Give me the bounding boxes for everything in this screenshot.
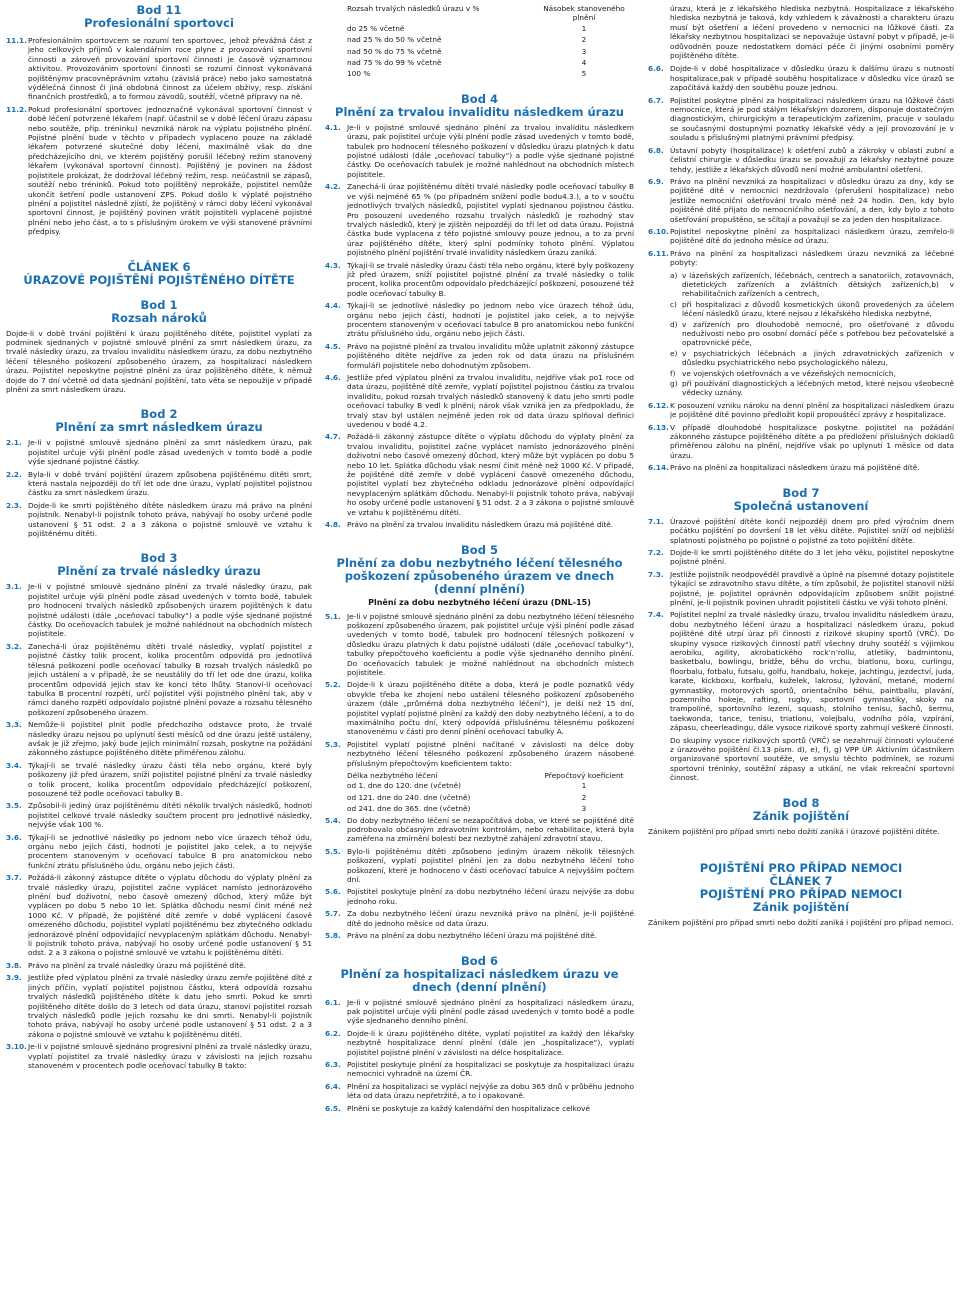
bod4-subtitle: Plnění za trvalou invaliditu následkem úrazu <box>335 104 624 119</box>
table-header-cell: Násobek stanoveného plnění <box>543 4 625 23</box>
clause-number: 3.3. <box>6 720 22 730</box>
progression-table <box>325 24 634 79</box>
clause-number: 5.7. <box>325 909 341 919</box>
clause-number: 4.1. <box>325 122 341 132</box>
progression-table-row <box>347 58 634 67</box>
clause-text: Právo na plnění za dobu nezbytného léčení úrazu má pojištěné dítě. <box>347 931 597 941</box>
clause-number: 6.2. <box>325 1028 341 1038</box>
clause-text: Dojde-li ke smrti pojištěného dítěte do 3 let jeho věku, pojistitel neposkytne pojistné plnění. <box>670 547 954 567</box>
clause-number: 5.8. <box>325 931 341 941</box>
clause-5-2 <box>325 680 634 736</box>
clause-text: Je-li v pojistné smlouvě sjednáno progresivní plnění za trvalé následky úrazu, vyplatí pojistitel za trvalé následky úrazu v závislosti na jejich rozsahu stanoveném v procentech podle oceňovací tabulky B takto: <box>28 1042 312 1070</box>
table-cell: 4 <box>581 58 587 68</box>
article-6-title: ÚRAZOVÉ POJIŠTĚNÍ POJIŠTĚNÉHO DÍTĚTE <box>23 272 295 287</box>
list-item <box>670 320 954 348</box>
clause-number: 5.6. <box>325 887 341 897</box>
clause-text: Pokud profesionální sportovec jednoznačně vykonával sportovní činnost v době léčení potvrzené lékařem (např. účastnil se v době léčení úrazu zápasu nebo soutěže, příp. tréninku) nevzniká nárok na výplatu pojistného plnění. Pojistné plnění bude v těchto v případech vyplaceno pouze na základě lékařem potvrzené skutečné doby léčení, maximálně však do dne předcházejícího dni, ve kterém pojištěný porušil léčebný režim stanovený lékařem (vykonával sportovní činnost). Pojištěný je povinen na žádost pojistitele prokázat, že dodržoval léčebný režim, resp. neúčastnil se zápasů, soutěží nebo tréninků. Pokud toto pojištěný neprokáže, pojistitel nemůže ukončit šetření podle ustanovení ZPS. Pokud došlo k výplatě pojistného plnění a pojistitel následně zjistí, že pojištěný v rámci doby léčení vykonával sportovní činnost, je pojištěný povinen vrátit pojistiteli vyplacené pojistné plnění nebo jeho část, a to s příslušným úrokem ve výši stanovené právními předpisy. <box>28 104 312 237</box>
bod2-title: Bod 2 <box>140 407 178 422</box>
clause-text: Úrazové pojištění dítěte končí nejpozději dnem pro před výročním dnem počátku pojištění po dovršení 18 let věku dítěte. Pojistitel sníží od nejbližší splatnosti pojistného po pojistné o pojistné za toto pojištění dítěte. <box>670 516 954 545</box>
bod3-title: Bod 3 <box>140 551 178 566</box>
clause-3-6 <box>6 833 312 871</box>
clause-text: Je-li v pojistné smlouvě sjednáno plnění za trvalou invaliditu následkem úrazu, pak pojistitel určuje výši plnění podle zásad uvedených v tomto bodě, tabulek pro hodnocení tělesného poškození v důsledku úrazu platných k datu pojistné události (dále „oceňovací tabulky“) a podle výše sjednané pojistné částky. Do oceňovacích tabulek je možné nahlédnout na obchodních místech pojistitele. <box>347 122 634 179</box>
clause-number: 4.4. <box>325 301 341 311</box>
coefficient-table-header <box>325 771 634 780</box>
clause-text: Právo na plnění za trvalou invaliditu následkem úrazu má pojištěné dítě. <box>347 520 614 530</box>
coefficient-table-row <box>347 804 634 813</box>
bod8-text: Zánikem pojištění pro případ smrti nebo dožití zaniká i úrazové pojištění dítěte. <box>648 826 940 836</box>
bod5-small-heading: Plnění za dobu nezbytného léčení úrazu (DNL-15) <box>368 597 591 607</box>
list-item-text: ve vojenských ošetřovnách a ve vězeňských nemocnicích, <box>682 368 896 378</box>
clause-text: Dojde-li v době hospitalizace v důsledku úrazu k dalšímu úrazu s nutností hospitalizace,pak v případě souběhu hospitalizace v důsledku více úrazů se započítává každý den souběhu pouze jednou. <box>670 64 954 93</box>
coefficient-table-row <box>347 781 634 790</box>
clause-number: 5.4. <box>325 815 341 825</box>
clause-text: Bylo-li pojištěnému dítěti způsobeno jediným úrazem několik tělesných poškození, vyplatí pojistitel plnění jen za dobu nezbytného léčení toho poškození, které je hodnoceno v části oceňovací tabulce A nejvyšším počtem dní. <box>347 846 634 885</box>
clause-4-5 <box>325 342 634 370</box>
clause-number: 3.9. <box>6 973 22 983</box>
bod11-subtitle: Profesionální sportovci <box>84 16 234 30</box>
clause-text: Způsobil-li jediný úraz pojištěnému dítěti několik trvalých následků, hodnotí pojistitel celkové trvalé následky součtem procent pro jednotlivé následky, nejvýše však 100 %. <box>28 801 312 830</box>
clause-number: 6.11. <box>648 248 669 258</box>
bod4-title: Bod 4 <box>461 91 498 106</box>
list-item <box>670 349 954 368</box>
clause-4-1 <box>325 123 634 179</box>
clause-text: Týkají-li se trvalé následky úrazu části těla nebo orgánu, které byly poškozeny již před úrazem, sníží pojistitel pojistné plnění za trvalé následky o tolik procent, kolika procentům odpovídalo předcházející poškození, posouzené též podle oceňovací tabulky B. <box>347 260 634 298</box>
clause-text: Požádá-li zákonný zástupce dítěte o výplatu důchodu do výplaty plnění za trvalé následky úrazu, pojistitel začne vyplácet namísto jednorázového plnění buď doživotní, nebo časově omezený důchod, který může být vyplácen po dobu 5 nebo 10 let. Splátka důchodu nesmí činit méně než 1000 Kč. V případě, že pojištěné dítě zemře v době vyplácení časově omezeného důchodu, pojistitel vyplatí pojištěnému bez zbytečného odkladu jednorázové plnění odpovídající nevyplaceným splátkám důchodu. Nenabyl-li pojistník tohoto práva, nabývají ho osoby určené podle ustanovení § 51 odst. 2 a 3 zákona o pojistné smlouvě ve vztahu k pojištěnému dítěti. <box>28 873 312 958</box>
table-cell: nad 25 % do 50 % včetně <box>347 35 442 45</box>
clause-6-14 <box>648 463 954 472</box>
clause-number: 4.7. <box>325 432 341 442</box>
clause-number: 5.1. <box>325 611 341 621</box>
bod1-subtitle: Rozsah nároků <box>111 310 207 325</box>
bod2-subtitle: Plnění za smrt následkem úrazu <box>55 420 263 435</box>
clause-text: Je-li v pojistné smlouvě sjednáno plnění za trvalé následky úrazu, pak pojistitel určuje výši plnění podle zásad uvedených v tomto bodě, tabulek pro hodnocení trvalých následků způsobených úrazem pojištěných k datu pojistné události (dále „oceňovací tabulky“) a podle výše sjednané pojistné částky. Do oceňovacích tabulek je možné nahlédnout na obchodních místech pojistitele. <box>28 582 312 639</box>
bod8-title: Bod 8 <box>782 795 820 810</box>
clause-number: 7.2. <box>648 547 664 557</box>
column-3 <box>648 4 954 1310</box>
termination-text: Zánikem pojištění pro případ smrti nebo dožití zaniká i pojištění pro případ nemoci. <box>648 918 954 928</box>
clause-6-4 <box>325 1082 634 1101</box>
clause-number: 3.8. <box>6 960 22 970</box>
clause-number: 7.1. <box>648 516 664 526</box>
clause-11-2 <box>6 105 312 237</box>
list-item-text: při hospitalizaci z důvodů kosmetických úkonů provedených za účelem léčení následků úrazu, které nejsou z lékařského hlediska nezbytné, <box>682 299 954 319</box>
clause-number: 3.7. <box>6 873 22 883</box>
clause-5-1 <box>325 612 634 678</box>
clause-3-7 <box>6 873 312 958</box>
clause-number: 6.7. <box>648 95 664 105</box>
clause-4-6 <box>325 373 634 429</box>
list-item-letter: f) <box>670 368 676 378</box>
clause-number: 2.3. <box>6 500 22 510</box>
column-2 <box>325 4 634 1310</box>
clause-6-8 <box>648 146 954 174</box>
clause-number: 6.6. <box>648 64 664 74</box>
bod3-subtitle: Plnění za trvalé následky úrazu <box>57 564 261 579</box>
clause-text: Právo na plnění za trvalé následky úrazu má pojištěné dítě. <box>28 960 246 970</box>
list-item-letter: e) <box>670 348 678 358</box>
clause-5-4 <box>325 816 634 844</box>
clause-text: Do doby nezbytného léčení se nezapočítává doba, ve které se pojištěné dítě podrobovalo občasným zdravotním kontrolám, nebo rehabilitace, která byla zaměřena na zmírnění bolesti bez nezbytně zahájení zdravotní stavu. <box>347 815 634 844</box>
clause-number: 3.4. <box>6 760 22 770</box>
table-cell: 1 <box>581 23 587 33</box>
clause-text: Pojistitel neplní za trvalé následky úrazu, trvalou invaliditu následkem úrazu, dobu nezbytného léčení úrazu a hospitalizaci následkem úrazu, pokud pojištěné dítě utrpí úraz při činnosti z rizikové skupiny sportů (VRČ). Do skupiny vysoce rizikových činností patří všechny druhy soutěží s výjimkou aerobiku, agility, akrobatického rock’n’rollu, atletiky, badmintonu, basketbalu, bowlingu, bridže, běhu do vrchu, biatlonu, boxu, curlingu, floorbalu, fotbalu, futsalu, golfu, handbalu, hokeje, jachtingu, jezdectví, juda, karate, kickboxu, korfbalu, kuželek, lakrosu, lyžování, metané, moderní gymnastiky, motorových sportů, orientačního běhu, paintballu, plavání, pozemního hokeje, rafting, rugby, sportovní gymnastiky, skoky na trampolíně, sportovního lezení, squash, stolního tenisu, šachů, šermu, taekwonda, tance, tenisu, triatlonu, volejbalu, vodního póla, vzpírání, zápasu, cheerleadingu, dále vysoce rizikové sporty zahrnují veškeré činnosti. <box>670 610 954 733</box>
clause-4-4 <box>325 301 634 339</box>
clause-text: Nemůže-li pojistitel plnit podle předchozího odstavce proto, že trvalé následky úrazu nejsou po uplynutí šesti měsíců od dne úrazu ještě ustáleny, avšak je již zřejmo, jaký bude jejich minimální rozsah, poskytne na požádání zákonného zástupce pojištěného dítěte přiměřenou zálohu. <box>28 720 312 758</box>
coefficient-table-row <box>347 793 634 802</box>
clause-text: Pojistitel poskytuje plnění za hospitalizaci se poskytuje za hospitalizaci úrazu nemocnici vyhradně na území ČR. <box>347 1059 634 1079</box>
clause-4-2 <box>325 182 634 257</box>
list-item-letter: a) <box>670 270 678 280</box>
clause-number: 5.2. <box>325 680 341 690</box>
clause-text: Týkají-li se jednotlivé následky po jednom nebo více úrazech téhož údu, orgánu nebo jejich části, hodnotí je pojistitel jako celek, a to nejvýše procentem stanoveným v oceňovací tabulce B pro anatomickou nebo funkční ztrátu příslušného údu, orgánu nebo jejich části. <box>28 832 312 870</box>
clause-3-1 <box>6 582 312 638</box>
clause-6-11-list <box>670 271 954 398</box>
clause-2-1 <box>6 438 312 466</box>
table-cell: nad 50 % do 75 % včetně <box>347 46 442 56</box>
clause-number: 6.3. <box>325 1059 341 1069</box>
clause-number: 6.4. <box>325 1081 341 1091</box>
clause-6-6 <box>648 64 954 92</box>
clause-number: 11.1. <box>6 36 27 45</box>
clause-text: Právo na plnění nevzniká za hospitalizaci v důsledku úrazu za dny, kdy se pojištěné dítě v nemocnici nezdržovalo (přerušení hospitalizace) nebo jestliže nemocniční ošetřování trvalo méně než 24 hodin. Den, kdy bylo pojištěné dítě přijato do nemocničního ošetřování, a den, kdy bylo z tohoto ošetřování propuštěno, se sčítají a považují se za jeden den hospitalizace. <box>670 176 954 224</box>
clause-text: Je-li v pojistné smlouvě sjednáno plnění za dobu nezbytného léčení tělesného poškození způsobeného úrazem, pak pojistitel určuje výši plnění podle zásad uvedených v tomto bodě, tabulek pro hodnocení tělesných poškození v důsledku úrazu platných k datu pojistné události (dále „oceňovací tabulky“), tabulky přepočtového koeficientu a podle výše sjednaného denního plnění. Do oceňovacích tabulek je možné nahlédnout na obchodních místech pojistitele. <box>347 611 634 677</box>
table-header-cell: Rozsah trvalých následků úrazu v % <box>347 4 480 13</box>
list-item-letter: d) <box>670 319 678 329</box>
clause-text: Pojistitel neposkytne plnění za hospitalizaci následkem úrazu, zemřelo-li pojištěné dítě do jednoho měsíce od úrazu. <box>670 226 954 246</box>
clause-number: 4.8. <box>325 520 341 530</box>
table-header-cell: Přepočtový koeficient <box>544 771 624 780</box>
coefficient-table <box>325 781 634 813</box>
clause-3-10 <box>6 1042 312 1070</box>
list-item-text: při používání diagnostických a léčebných metod, které nejsou všeobecně vědecky uznány. <box>682 379 954 398</box>
table-cell: 2 <box>581 792 587 802</box>
clause-text: Dojde-li ke smrti pojištěného dítěte následkem úrazu má právo na plnění pojistník. Nenabyl-li pojistník tohoto práva, nabývají ho osoby určené podle ustanovení § 51 odst. 2 a 3 zákona o pojistné smlouvě ve vztahu k pojištěnému dítěti. <box>28 500 312 539</box>
clause-text: V případě dlouhodobé hospitalizace poskytne pojistitel na požádání zákonného zástupce pojištěného dítěte a po předložení příslušných dokladů přiměřenou zálohu na plnění, nejdříve však po uplynutí 1 měsíce od data úrazu. <box>670 422 954 460</box>
clause-5-6 <box>325 887 634 906</box>
clause-text: Pojistitel poskytne plnění za hospitalizaci následkem úrazu na lůžkové části nemocnice, která je pod stálým lékařským dozorem, disponuje dostatečným diagnostickým, chirurgickým a terapeutickým zařízením, pracuje v souladu se současnými dostupnými poznatky lékařské vědy a její provozování je v souladu s příslušnými platnými právními předpisy. <box>670 95 954 143</box>
clause-text: Právo na plnění za hospitalizaci následkem úrazu nevzniká za léčebné pobyty: <box>670 248 954 268</box>
clause-text: Dojde-li k úrazu pojištěného dítěte, vyplatí pojistitel za každý den lékařsky nezbytně hospitalizace denní plnění (dále jen „hospitalizace“), vyplatí pojistitel pojistné plnění v závislosti na délce hospitalizace. <box>347 1028 634 1057</box>
bod5-title: Bod 5 <box>461 542 498 557</box>
bod1-text: Dojde-li v době trvání pojištění k úrazu pojištěného dítěte, pojistitel vyplatí za podmínek sjednaných v pojistné smlouvě plnění za smrt následkem úrazu, za trvalé následky úrazu, za trvalou invaliditu následkem úrazu, za dobu nezbytného léčení tělesného poškození způsobeného úrazem, za hospitalizaci následkem úrazu. Pojistitel neposkytne pojistné plnění za úraz pojištěného dítěte, k němuž dojde do 7 dní včetně od data sjednání pojištění, tato věta se nepoužije v případě plnění za smrt následkem úrazu. <box>6 328 312 394</box>
clause-7-4-continued: Do skupiny vysoce rizikových sportů (VRČ) se nezahrnují činnosti vyloučené z úrazového pojištění čl.13 písm. d), e), f), g) VPP ÚP. Aktivním účastníkem organizované sportovní soutěže, ve smyslu těchto podmínek, se rozumí sportovní tréninky, soutěžní zápasy a utkání, ne však rekreační sportovní činnost. <box>670 735 954 783</box>
article-6-label: ČLÁNEK 6 <box>127 259 191 274</box>
clause-text: Plnění za hospitalizaci se vyplácí nejvýše za dobu 365 dnů v průběhu jednoho léta od data úrazu nepřetržitě, a to i opakovaně. <box>347 1081 634 1101</box>
clause-text: Plnění se poskytuje za každý kalendářní den hospitalizace celkové <box>347 1103 591 1113</box>
clause-5-3 <box>325 740 634 768</box>
clause-text: Týkají-li se jednotlivé následky po jednom nebo více úrazech téhož údu, orgánu nebo jejich části, hodnotí je pojistitel jako celek, a to nejvýše procentem stanoveným v oceňovací tabulce B pro anatomickou nebo funkční ztrátu příslušného údu, orgánu nebo jejich části. <box>347 301 634 339</box>
table-cell: 3 <box>581 46 587 56</box>
clause-5-8 <box>325 931 634 940</box>
clause-3-9 <box>6 973 312 1039</box>
table-cell: od 1. dne do 120. dne (včetně) <box>347 781 462 791</box>
clause-number: 6.5. <box>325 1103 341 1113</box>
clause-text: Pojistitel poskytuje plnění za dobu nezbytného léčení úrazu nejvýše za dobu jednoho roku. <box>347 887 634 906</box>
bod6-subtitle: Plnění za hospitalizaci následkem úrazu ve dnech (denní plnění) <box>340 966 619 994</box>
bod6-title: Bod 6 <box>461 953 498 968</box>
clause-number: 5.5. <box>325 846 341 856</box>
clause-number: 3.10. <box>6 1042 27 1052</box>
progression-table-row <box>347 24 634 33</box>
clause-number: 6.9. <box>648 176 664 186</box>
continued-text: úrazu, která je z lékařského hlediska nezbytná. Hospitalizace z lékařského hlediska nezbytná je taková, kdy vzhledem k závažnosti a charakteru úrazu musí být ošetření a léčení provedeno v nemocnici na lůžkové části. Za lékařsky nezbytnou hospitalizaci se nepovažuje ústavní pobyt v případě, je-li odůvodněn pouze nedostatkem domácí péče či jinými osobními poměry pojištěného dítěte. <box>670 4 954 61</box>
clause-text: Za dobu nezbytného léčení úrazu nevzniká právo na plnění, je-li pojištěné dítě do jednoho měsíce od data úrazu. <box>347 909 634 928</box>
clause-3-5 <box>6 801 312 829</box>
clause-text: Právo na plnění za hospitalizaci následkem úrazu má pojištěné dítě. <box>670 463 920 473</box>
clause-2-2 <box>6 470 312 498</box>
clause-number: 4.3. <box>325 260 341 270</box>
progression-table-row <box>347 69 634 78</box>
clause-6-2 <box>325 1029 634 1057</box>
clause-text: Je-li v pojistné smlouvě sjednáno plnění za smrt následkem úrazu, pak pojistitel určuje výši plnění podle zásad uvedených v tomto bodě a podle výše sjednané pojistné částky. <box>28 438 312 467</box>
clause-3-2 <box>6 642 312 717</box>
clause-6-13 <box>648 423 954 461</box>
table-cell: 2 <box>581 35 587 45</box>
progression-table-row <box>347 35 634 44</box>
clause-number: 6.10. <box>648 226 669 236</box>
illness-insurance-title: POJIŠTĚNÍ PRO PŘÍPAD NEMOCI <box>699 861 903 876</box>
clause-6-12 <box>648 401 954 420</box>
clause-3-4 <box>6 761 312 799</box>
clause-text: Požádá-li zákonný zástupce dítěte o výplatu důchodu do výplaty plnění za trvalou invaliditu, pojistitel začne vyplácet namísto jednorázového plnění doživotní nebo časově omezený důchod, který může být vyplácen po dobu 5 nebo 10 let. Splátka důchodu však nesmí činit méně než 1000 Kč. V případě, že pojištěné dítě zemře v době vyplácení časově omezeného důchodu, pojistitel vyplatí bez zbytečného odkladu jednorázové plnění odpovídající nevyplaceným splátkám důchodu. Nenabyl-li pojistník tohoto práva, nabývají ho osoby určené podle ustanovení § 51 odst. 2 a 3 zákona o pojistné smlouvě ve vztahu k pojištěnému dítěti. <box>347 432 634 517</box>
clause-7-4 <box>648 610 954 732</box>
table-cell: od 121. dne do 240. dne (včetně) <box>347 792 471 802</box>
termination-title: Zánik pojištění <box>752 900 850 915</box>
clause-number: 3.1. <box>6 582 22 592</box>
clause-number: 3.2. <box>6 641 22 651</box>
clause-4-8 <box>325 520 634 529</box>
clause-number: 5.3. <box>325 739 341 749</box>
clause-4-7 <box>325 432 634 517</box>
clause-number: 4.5. <box>325 341 341 351</box>
clause-4-3 <box>325 261 634 299</box>
bod5-subtitle: Plnění za dobu nezbytného léčení tělesného poškození způsobeného úrazem ve dnech (denní plnění) <box>336 555 623 596</box>
clause-number: 6.1. <box>325 997 341 1007</box>
table-cell: 100 % <box>347 69 371 79</box>
clause-number: 2.2. <box>6 469 22 479</box>
clause-7-1 <box>648 517 954 545</box>
clause-text: Je-li v pojistné smlouvě sjednáno plnění za hospitalizaci následkem úrazu, pak pojistitel určuje výši plnění podle zásad uvedených v tomto bodě a podle výše sjednaného denního plnění. <box>347 997 634 1026</box>
list-item-text: v lázeňských zařízeních, léčebnách, centrech a sanatoriích, zotavovnách, dietetických zařízeních a zvláštních dětských zařízeních,b) v rehabilitačních zařízeních a centrech, <box>682 270 954 299</box>
clause-text: Dojde-li k úrazu pojištěného dítěte a doba, která je podle poznatků vědy obvykle třeba ke zhojení nebo ustálení tělesného poškození způsobeného úrazem (dále „průměrná doba nezbytného léčení“), je delší než 15 dní, pojistitel vyplatí pojistné plnění za každý den doby nezbytného léčení, a to do maximálního počtu dní, který odpovídá příslušnému tělesnému poškození stanovenému v části pro denní plnění oceňovací tabulky A. <box>347 680 634 737</box>
clause-3-8 <box>6 961 312 970</box>
column-1 <box>6 4 312 1310</box>
clause-number: 2.1. <box>6 438 22 448</box>
list-item-text: v psychiatrických léčebnách a jiných zdravotnických zařízeních v důsledku psychiatrického nebo psychologického nálezu, <box>682 348 954 368</box>
clause-6-5 <box>325 1104 634 1113</box>
clause-3-3 <box>6 720 312 758</box>
clause-7-3 <box>648 570 954 608</box>
clause-text: Profesionálním sportovcem se rozumí ten sportovec, jehož převážná část z jeho celkových příjmů v kalendářním roce plyne z provozování sportovní činnosti a zároveň provozování sportovní činnosti je časově významnou aktivitou. Provozovánim sportovní činnosti se rozumí činnost vykonávaná pojištěnýmv pracovněprávním vztahu (závislá práce) nebo jako samostatná výdělečná činnost či jiná obdobná činnost za účelem obživy, resp. získání finančních prostředků, a to formou závodů, soutěží, včetně přípravy na ně. <box>28 36 312 102</box>
clause-6-10 <box>648 227 954 246</box>
bod7-subtitle: Společná ustanovení <box>733 498 869 513</box>
clause-text: Byla-li v době trvání pojištění úrazem způsobena pojištěnému dítěti smrt, která nastala nejpozději do tří let ode dne úrazu, vyplatí pojistitel pojistnou částku za smrt následkem úrazu. <box>28 469 312 498</box>
table-header-cell: Délka nezbytného léčení <box>347 771 438 780</box>
list-item <box>670 369 954 378</box>
bod7-title: Bod 7 <box>782 485 820 500</box>
clause-6-3 <box>325 1060 634 1079</box>
bod8-subtitle: Zánik pojištění <box>752 808 850 823</box>
list-item-text: v zařízeních pro dlouhodobě nemocné, pro ošetřované z důvodu neduživosti nebo pro osobní domácí péče s potřebou bez pečovatelské a opatrovnické péče, <box>682 319 954 348</box>
clause-number: 11.2. <box>6 104 27 114</box>
clause-text: Jestliže před výplatou plnění za trvalou invaliditu, nejdříve však po1 roce od data úrazu, pojištěné dítě zemře, vyplatí pojistitel pojistnou částku za trvalou invaliditu, pokud rozsah trvalých následků stanovený k datu jeho smrti podle oceňovací tabulky B vedl k plnění; nárok však vzniká jen za předpokladu, že trvalý stav byl ustálen nejméně jeden rok od data úrazu splňoval definici uvedenou v bodě 4.2. <box>347 373 634 430</box>
clause-number: 6.14. <box>648 463 669 473</box>
clause-11-1 <box>6 36 312 102</box>
clause-number: 4.6. <box>325 373 341 382</box>
clause-text: Právo na pojistné plnění za trvalou invaliditu může uplatnit zákonný zástupce pojištěného dítěte nejdříve za jeden rok od data úrazu na příslušném formuláři pojistitele nebo dohodnutým způsobem. <box>347 341 634 370</box>
clause-text: Jestliže před výplatou plnění za trvalé následky úrazu zemře pojištěné dítě z jiných příčin, vyplatí pojistitel pojistnou částku, která odpovídá rozsahu trvalých následků pojištěného dítěte k datu jeho smrti. Pokud ke smrti pojištěného dítěte došlo do 3 letech od data úrazu, stanoví pojistitel rozsah trvalých následků podle jejich rozsahu ke dni smrti. Nenabyl-li pojistník tohoto práva, nabývají ho osoby určené podle ustanovení § 51 odst. 2 a 3 zákona o pojistné smlouvě ve vztahu k pojištěnému dítěti. <box>28 973 312 1039</box>
clause-text: Jestliže pojistník neodpověděl pravdivě a úplně na písemné dotazy pojistitele týkající se zdravotního stavu dítěte, a tím způsobil, že pojistitel stanovil nižší pojistné, je pojistitel oprávněn odpovídajícím způsobem snížit pojistné plnění, je-li pojistník povinen uhradit pojistiteli částku ve výši tohoto plnění. <box>670 569 954 607</box>
clause-2-3 <box>6 501 312 539</box>
table-cell: 3 <box>581 804 587 814</box>
bod11-title: Bod 11 <box>136 4 182 17</box>
progression-table-header <box>325 4 634 23</box>
table-cell: 5 <box>581 69 587 79</box>
list-item-letter: c) <box>670 299 677 309</box>
list-item <box>670 300 954 319</box>
progression-table-row <box>347 47 634 56</box>
clause-number: 6.13. <box>648 422 669 432</box>
clause-text: Zanechá-li úraz pojištěnému dítěti trvalé následky, vyplatí pojistitel z pojistné částky tolik procent, kolika procentům odpovídá pro jednotlivá tělesná poškození podle oceňovací tabulky B rozsah trvalých následků po jejich ustálení a v případě, že se neustálily do tří let ode dne úrazu, kolika procentům odpovídá jejich stav ke konci této lhůty. Stanoví-li oceňovací tabulka B procentní rozpětí, určí pojistitel výši pojistného plnění tak, aby v rámci daného rozpětí odpovídalo pojistné plnění povaze a rozsahu tělesného poškození způsobeného úrazem. <box>28 641 312 717</box>
table-cell: nad 75 % do 99 % včetně <box>347 58 442 68</box>
clause-5-7 <box>325 909 634 928</box>
clause-number: 3.5. <box>6 801 22 811</box>
clause-6-1 <box>325 998 634 1026</box>
bod1-title: Bod 1 <box>140 297 178 312</box>
clause-text: Týkají-li se trvalé následky úrazu části těla nebo orgánu, které byly poškozeny již před úrazem, sníží pojistitel pojistné plnění za trvalé následky o tolik procent, kolika procentům odpovídalo předcházející poškození, posouzené též podle oceňovací tabulky B. <box>28 760 312 798</box>
list-item <box>670 379 954 398</box>
table-cell: od 241. dne do 365. dne (včetně) <box>347 804 471 814</box>
clause-text: K posouzení vzniku nároku na denní plnění za hospitalizaci následkem úrazu je pojištěné dítě povinno předložit kopii propouštěcí zprávy z hospitalizace. <box>670 400 954 420</box>
list-item <box>670 271 954 299</box>
list-item-letter: g) <box>670 379 678 389</box>
clause-number: 4.2. <box>325 182 341 192</box>
clause-7-2 <box>648 548 954 567</box>
clause-number: 6.8. <box>648 145 664 155</box>
clause-number: 7.4. <box>648 610 664 620</box>
clause-5-5 <box>325 847 634 885</box>
clause-6-11 <box>648 249 954 268</box>
clause-number: 7.3. <box>648 569 664 579</box>
table-cell: 1 <box>581 781 587 791</box>
clause-number: 6.12. <box>648 400 669 410</box>
illness-insurance-title-2: POJIŠTĚNÍ PRO PŘÍPAD NEMOCI <box>699 887 903 902</box>
clause-text: Pojistitel vyplatí pojistné plnění načítané v závislosti na délce doby nezbytného léčení tělesného poškození způsobeného úrazem násobené příslušným přepočtovým koeficientem takto: <box>347 739 634 768</box>
table-cell: do 25 % včetně <box>347 23 405 33</box>
clause-6-7 <box>648 96 954 143</box>
clause-number: 3.6. <box>6 832 22 842</box>
article-7-label: ČLÁNEK 7 <box>769 874 833 889</box>
clause-text: Zanechá-li úraz pojištěnému dítěti trvalé následky podle oceňovací tabulky B ve výši nejméně 65 % (po případném snížení podle bodu4.3.), a to v součtu jednotlivých trvalých následků, pojistitel vyplatí sjednanou pojistnou částku. Pro posouzení uvedeného rozsahu trvalých následků je rozhodný stav trvalých následků, který je zjištěn nejpozději do tří let od data úrazu. Pojistná částka bude vyplacena z této pojistné smlouvy pouze jednou, a to za první úraz pojištěného dítěte, který splní podmínky tohoto plnění. Výplatou pojistného plnění pojištění trvalé invalidity následkem úrazu zaniká. <box>347 182 634 258</box>
clause-6-9 <box>648 177 954 224</box>
clause-text: Ústavní pobyty (hospitalizace) k ošetření zubů a zákroky v oblasti zubní a čelistní chirurgie v důsledku úrazu se považují za lékařsky nezbytné pouze tehdy, jestliže z lékařských důvodů není možné ambulantní ošetření. <box>670 145 954 174</box>
